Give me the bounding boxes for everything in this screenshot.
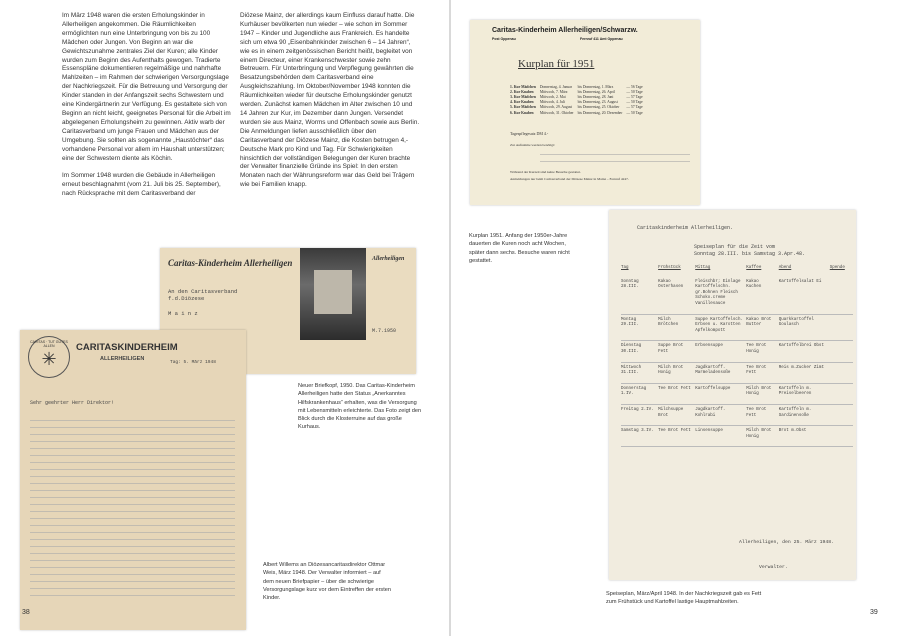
speiseplan-cell [830, 383, 853, 404]
kurplan-row [510, 89, 647, 94]
speiseplan-cell: Kartoffeln m. Sardinensoße [779, 404, 830, 425]
page-number: 39 [870, 609, 878, 616]
caption-letter: Albert Willems an Diözesancaritasdirektor Ottmar Weis, März 1948. Der Verwalter informiert – auf dem neuen Briefpapier – über die schwierige Versorgungslage kurz vor dem Eintreffen der ersten Kinder. [263, 562, 392, 602]
letterhead-title: Caritas-Kinderheim Allerheiligen [168, 258, 293, 268]
paragraph: Diözese Mainz, der allerdings kaum Einfluss darauf hatte. Die Kurhäuser bevölkerten nun wieder – wie schon im Sommer 1947 – Kinder und Jugendliche aus Frankreich. Es handelte sich um etwa 90 „Eisenbahnkinder zwischen 6 – 14 Jahren“, wie es in einem zeitgenössischen Bericht heißt, begleitet von einem Directeur, einer Krankenschwester sowie zehn Betreuern. Für Unterbringung und Verpflegung gewährten die Besatzungsbehörden dem Caritasverband eine Ausgleichszahlung. Im Oktober/November 1948 konnten die Räumlichkeiten wieder für deutsche Erholungskinder genutzt werden. Zunächst kamen Mädchen im Alter zwischen 10 und 14 Jahren zur Kur, im Dezember dann Jungen. Versendet wurden sie aus Mainz, Worms und Offenbach sowie aus Berlin. Die Anmeldungen liefen ausschließlich über den Caritasverband der Diözese Mainz, die Kosten betrugen 4,- Deutsche Mark pro Kind und Tag. Für Schwierigkeiten hinsichtlich der vollständigen Belegungen der Kuren brachte der Verwalter finanzielle Gründe ins Spiel: In den ersten Monaten nach der Währungsreform war das Geld bei Trägern wie bei Familien knapp. [240, 12, 420, 189]
text-column-2 [240, 12, 420, 199]
kurplan-table [510, 84, 647, 115]
speiseplan-table [621, 266, 853, 447]
letter-date: Tag: 5. März 1948 [170, 360, 216, 365]
kurplan-cell: 5. Kur Mädchen [510, 105, 536, 110]
speiseplan-cell: Kartoffelsuppe [695, 383, 746, 404]
kurplan-cell: — 56 Tage [626, 84, 643, 89]
speiseplan-cell: Kartoffelsalat Ei [779, 277, 830, 314]
letter-body-text [30, 414, 235, 602]
speiseplan-1948-image [609, 210, 856, 580]
column-header: Frühstück [658, 266, 681, 270]
kurplan-cell: bis Donnerstag, 1. März [577, 84, 614, 89]
speiseplan-cell: Tee Brot Fett [658, 383, 695, 404]
speiseplan-cell: Kartoffelbrei Obst [779, 341, 830, 362]
paragraph: Im Sommer 1948 wurden die Gebäude in Allerheiligen erneut beschlagnahmt (vom 21. Juli bis 25. September), nach Rücksprache mit dem Caritasverband der [62, 172, 221, 198]
speiseplan-row [621, 426, 853, 447]
kurplan-cell: 1. Kur Mädchen [510, 84, 536, 89]
page-number: 38 [22, 609, 30, 616]
speiseplan-cell: Mittwoch 31.III. [621, 362, 658, 383]
column-header: Mittag [695, 266, 711, 270]
speiseplan-cell [830, 362, 853, 383]
kurplan-row [510, 84, 647, 89]
kurplan-cell: 4. Kur Knaben [510, 100, 534, 105]
kurplan-1951-image [470, 20, 700, 205]
speiseplan-header: Caritaskinderheim Allerheiligen. [637, 225, 734, 231]
kurplan-cell: bis Donnerstag, 26. April [577, 89, 615, 94]
speiseplan-cell: Sonntag 28.III. [621, 277, 658, 314]
speiseplan-title: Speiseplan für die Zeit vom [694, 244, 776, 250]
column-header: Kaffee [746, 266, 762, 270]
speiseplan-cell: Kakao Osterhasen [658, 277, 695, 314]
speiseplan-cell: Milch Brot Honig [746, 426, 778, 447]
kurhaus-photo [300, 248, 366, 340]
kurplan-cell: 2. Kur Knaben [510, 89, 534, 94]
kurplan-cell: Mittwoch, 29. August [539, 105, 573, 110]
speiseplan-cell: Kartoffeln m. Preiselbeeren [779, 383, 830, 404]
letterhead-side-title: Allerheiligen [372, 256, 405, 262]
speiseplan-row [621, 314, 853, 341]
speiseplan-cell: Samstag 3.IV. [621, 426, 658, 447]
kurplan-needs: Zur Aufnahme werden benötigt: [510, 143, 556, 147]
kurplan-cell: — 50 Tage [626, 100, 643, 105]
speiseplan-cell: Milch Brot Honig [746, 383, 778, 404]
kurplan-cell: Mittwoch, 7. März [539, 89, 568, 94]
speiseplan-row [621, 404, 853, 425]
kurplan-cell: — 57 Tage [626, 94, 643, 99]
kurplan-rate: Tagespflegesatz DM 4.- [510, 131, 549, 136]
speiseplan-header-row [621, 266, 853, 277]
address-line: f.d.Diözese [168, 295, 205, 302]
caption-letterhead: Neuer Briefkopf, 1950. Das Caritas-Kinderheim Allerheiligen hatte den Status „Anerkanntes Hilfskrankenhaus“ erhalten, was die Versorgung mit Lebensmitteln erleichterte. Das Foto zeigt den Blick durch die Klosterruine auf das große Kurhaus. [298, 383, 422, 431]
speiseplan-cell: Tee Brot Fett [746, 362, 778, 383]
kurplan-cell: bis Donnerstag, 25. Oktober [577, 105, 620, 110]
kurplan-phone: Fernruf 411 Amt Oppenau [580, 37, 623, 41]
column-header: Abend [778, 266, 792, 270]
speiseplan-cell: Tee Brot Honig [746, 341, 778, 362]
kurplan-post: Post Oppenau [492, 37, 516, 41]
speiseplan-cell [830, 314, 853, 341]
right-page [451, 0, 900, 636]
speiseplan-cell: Milch Brot Honig [658, 362, 695, 383]
caption-kurplan: Kurplan 1951. Anfang der 1950er-Jahre dauerten die Kuren noch acht Wochen, später dann sechs. Besuche waren nicht gestattet. [469, 233, 570, 264]
letter-brand-sub: ALLERHEILIGEN [100, 356, 145, 362]
kurplan-cell: Mittwoch, 31. Oktober [539, 110, 574, 115]
speiseplan-cell: Linsensuppe [695, 426, 746, 447]
speiseplan-cell: Tee Brot Fett [658, 426, 695, 447]
kurplan-cell: bis Donnerstag, 28. Juni [577, 94, 614, 99]
kurplan-note: Während der Kurzeit sind keine Besuche gestattet. [510, 170, 581, 174]
speiseplan-cell: Donnerstag 1.IV. [621, 383, 658, 404]
kurplan-cell: Donnerstag, 4. Januar [539, 84, 573, 89]
kurplan-cell: — 57 Tage [626, 105, 643, 110]
address-line: M a i n z [168, 310, 198, 317]
speiseplan-cell: Reis m.Zucker Zimt [779, 362, 830, 383]
letter-date: M.7.1950 [372, 328, 397, 334]
speiseplan-cell [830, 341, 853, 362]
speiseplan-cell: Suppe Kartoffelsch. Erbsen u. Karotten Apfelkompott [695, 314, 746, 341]
kurplan-row [510, 94, 647, 99]
speiseplan-cell [830, 404, 853, 425]
kurplan-letterhead: Caritas-Kinderheim Allerheiligen/Schwarzw. [492, 27, 638, 34]
speiseplan-cell [830, 426, 853, 447]
kurplan-cell: 3. Kur Mädchen [510, 94, 536, 99]
speiseplan-row [621, 383, 853, 404]
speiseplan-cell: Milch Brötchen [658, 314, 695, 341]
speiseplan-range: Sonntag 28.III. bis Samstag 3.Apr.48. [694, 250, 806, 257]
speiseplan-cell: Fleischbr; Einlage Kartoffelschn. gr.Bohnen Fleisch Schoko.creme Vanillesauce [695, 277, 746, 314]
address-line: An den Caritasverband [168, 288, 238, 295]
speiseplan-cell: Quarkkartoffel Goulasch [779, 314, 830, 341]
kurplan-row [510, 105, 647, 110]
letter-salutation: Sehr geehrter Herr Direktor! [30, 400, 115, 406]
kurplan-cell: 6. Kur Knaben [510, 110, 534, 115]
kurplan-row [510, 110, 647, 115]
kurplan-title: Kurplan für 1951 [518, 58, 595, 70]
caritas-seal-logo: CARITAS · TUT GUTES ALLEN ✳ [28, 336, 70, 378]
kurplan-note: Anmeldungen nur beim Caritasverband der Diözese Mainz in Mainz – Fernruf 4247. [510, 177, 629, 181]
speiseplan-row [621, 277, 853, 314]
speiseplan-row [621, 362, 853, 383]
seal-text: CARITAS · TUT GUTES ALLEN [30, 340, 68, 348]
paragraph: Im März 1948 waren die ersten Erholungskinder in Allerheiligen angekommen. Die Räumlichkeiten ermöglichten nun eine Unterbringung von bis zu 100 Mädchen oder Jungen. Von Beginn an war die Gewichtszunahme zentrales Ziel der Kuren; alle Kinder wurden zum Beginn des Aufenthalts gewogen. Tradierte Essenspläne dokumentieren regelmäßige und nahrhafte Mahlzeiten – im Rahmen der schwierigen Versorgungslage der Nachkriegszeit. Für die Betreuung und Versorgung der Kinder standen in der Anfangszeit sechs Schwestern und eine Kindergärtnerin zur Verfügung. Es gestaltete sich von Beginn an nicht leicht, geeignetes Personal für die Arbeit im abgelegenen Erholungsheim zu gewinnen. Aktiv warb der Caritasverband um junge Frauen und Mädchen aus der Umgebung. Sie sollten als sogenannte „Haustöchter“ das vorhandene Personal vor allem im Haushalt unterstützen; eine der Schwestern diente als Köchin. [62, 12, 231, 162]
left-page [0, 0, 449, 636]
speiseplan-cell: Tee Brot Fett [746, 404, 778, 425]
caption-speiseplan: Speiseplan, März/April 1948. In der Nachkriegszeit gab es Fett zum Frühstück und Kartoffel lastige Hauptmahlzeiten. [606, 591, 762, 606]
speiseplan-cell [830, 277, 853, 314]
speiseplan-role: Verwalter. [759, 565, 788, 570]
speiseplan-cell: Jagdkartoff. Kohlrabi [695, 404, 746, 425]
speiseplan-cell: Erbsensuppe [695, 341, 746, 362]
speiseplan-cell: Freitag 2.IV. [621, 404, 658, 425]
kurplan-row [510, 100, 647, 105]
kurplan-cell: — 50 Tage [626, 89, 643, 94]
speiseplan-cell: Jagdkartoff. Marmeladensoße [695, 362, 746, 383]
speiseplan-cell: Kakao Brot Butter [746, 314, 778, 341]
speiseplan-cell: Kakao Kuchen [746, 277, 778, 314]
kurplan-cell: Mittwoch, 4. Juli [539, 100, 566, 105]
speiseplan-cell: Montag 29.III. [621, 314, 658, 341]
column-header: Tag [621, 266, 629, 270]
kurplan-cell: Mittwoch, 2. Mai [539, 94, 566, 99]
speiseplan-cell: Milchsuppe Brot [658, 404, 695, 425]
letter-1948-image [20, 330, 246, 630]
speiseplan-cell: Suppe Brot Fett [658, 341, 695, 362]
speiseplan-cell: Dienstag 30.III. [621, 341, 658, 362]
speiseplan-signoff: Allerheiligen, den 25. März 1948. [739, 540, 834, 545]
text-column-1 [62, 12, 234, 208]
speiseplan-cell: Brot m.Obst [779, 426, 830, 447]
speiseplan-row [621, 341, 853, 362]
kurplan-cell: bis Donnerstag, 23. August [577, 100, 618, 105]
letter-brand: CARITASKINDERHEIM [76, 342, 178, 353]
column-header: Spende [829, 266, 845, 270]
kurplan-cell: bis Donnerstag, 20. Dezember [577, 110, 623, 115]
kurplan-cell: — 50 Tage [626, 110, 643, 115]
